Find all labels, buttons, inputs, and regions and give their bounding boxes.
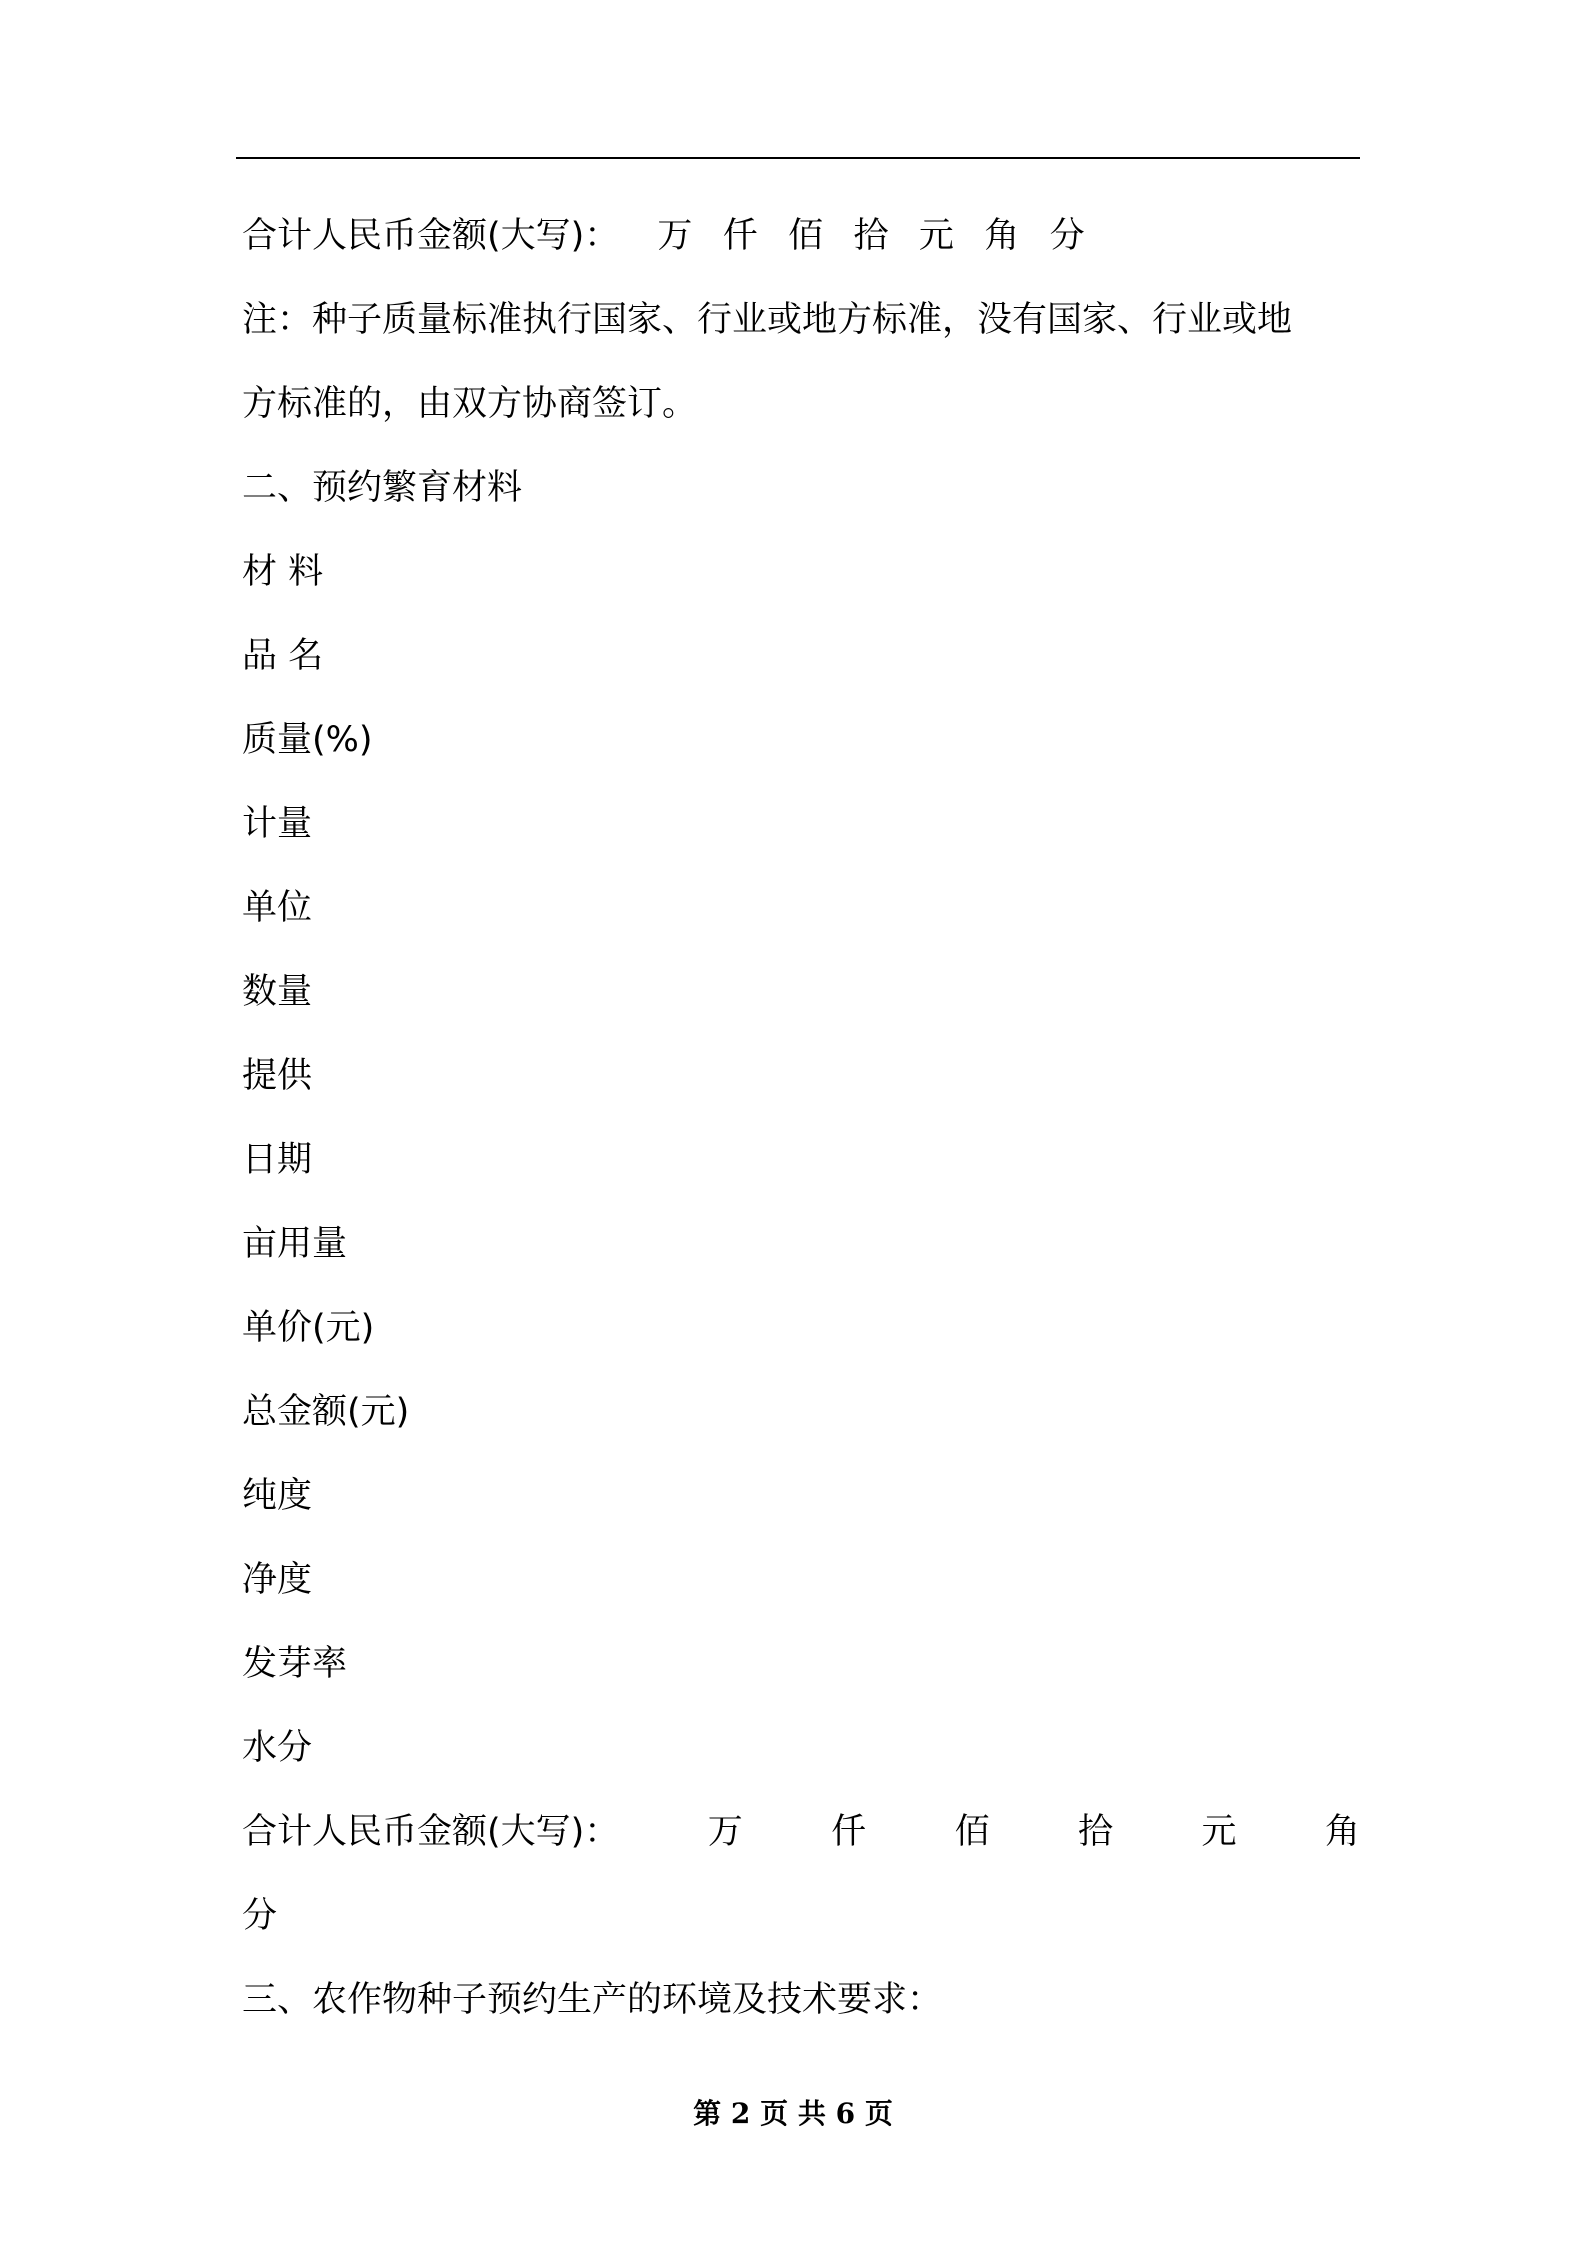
total-amount-2-unit-fen: 分: [242, 1896, 278, 1936]
field-quality: 质量(%): [242, 720, 373, 760]
field-cleanliness: 净度: [242, 1560, 313, 1600]
field-provide: 提供: [242, 1056, 313, 1096]
field-total-amount: 总金额(元): [242, 1392, 410, 1432]
total-amount-2-unit-yuan: 元: [1201, 1812, 1237, 1852]
section-2-title: 二、预约繁育材料: [242, 468, 523, 508]
note-line-1: 注：种子质量标准执行国家、行业或地方标准，没有国家、行业或地: [242, 300, 1293, 340]
total-amount-2-unit-shi: 拾: [1078, 1812, 1114, 1852]
note-line-2: 方标准的，由双方协商签订。: [242, 384, 698, 424]
field-moisture: 水分: [242, 1728, 313, 1768]
total-amount-2-unit-jiao: 角: [1324, 1812, 1360, 1852]
total-amount-line-1: [242, 194, 1360, 278]
total-amount-2-label: 合计人民币金额(大写)：: [242, 1812, 620, 1852]
section-3-title: 三、农作物种子预约生产的环境及技术要求：: [242, 1980, 943, 2020]
field-material: 材 料: [242, 552, 324, 592]
field-date: 日期: [242, 1140, 313, 1180]
total-amount-2-unit-wan: 万: [707, 1812, 743, 1852]
total-amount-2-unit-qian: 仟: [831, 1812, 867, 1852]
document-body: [242, 194, 1360, 2042]
field-germination-rate: 发芽率: [242, 1644, 348, 1684]
total-amount-line-2: [242, 1790, 1360, 1874]
field-per-mu-usage: 亩用量: [242, 1224, 348, 1264]
field-quantity: 数量: [242, 972, 313, 1012]
page-number: 第 2 页 共 6 页: [693, 2097, 893, 2130]
field-unit-price: 单价(元): [242, 1308, 375, 1348]
field-measure: 计量: [242, 804, 313, 844]
field-variety-name: 品 名: [242, 636, 324, 676]
total-amount-2-unit-bai: 佰: [954, 1812, 990, 1852]
field-unit: 单位: [242, 888, 313, 928]
total-amount-label: 合计人民币金额(大写)：: [242, 216, 620, 256]
total-amount-units: 万 仟 佰 拾 元 角 分: [657, 216, 1085, 256]
field-purity: 纯度: [242, 1476, 313, 1516]
header-rule: [236, 157, 1360, 159]
